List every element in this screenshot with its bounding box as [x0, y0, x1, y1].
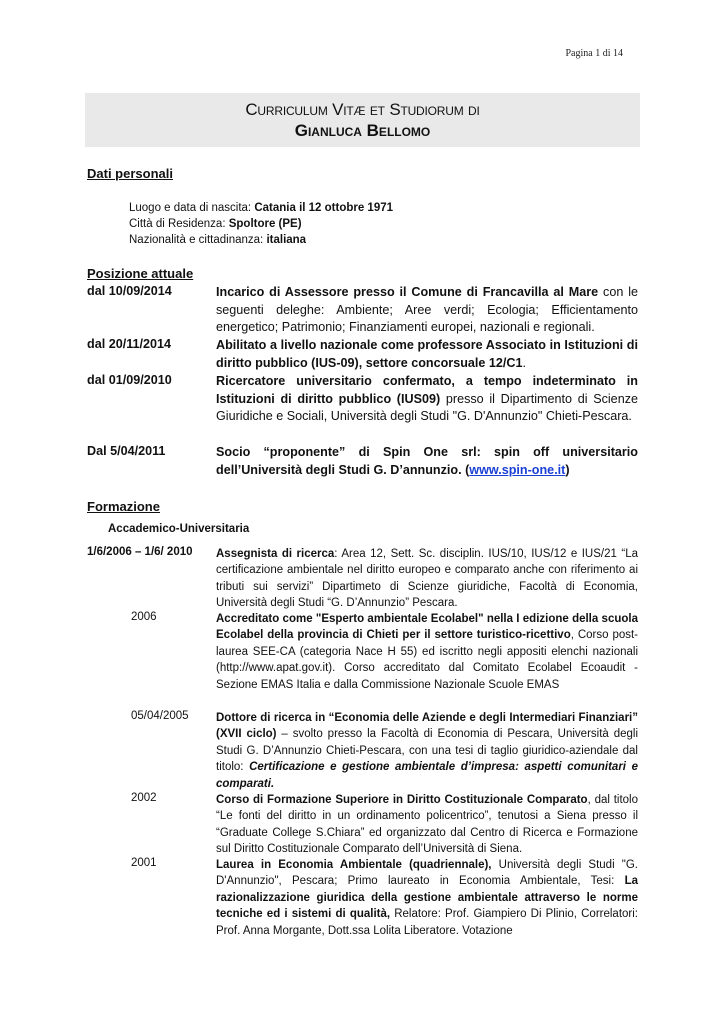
text-segment: Certificazione e gestione ambientale d’impresa: aspetti comunitari e comparati.: [216, 761, 638, 790]
text-segment: : Area 12, Sett. Sc. disciplin. IUS/10, IUS/12 e IUS/21 “La certificazione ambientale nel diritto europeo e comparato anche con riferimento ai tributi sui servizi” Dipartimeto di Scienze giuridiche, Facoltà di Economia, Università degli Studi “G. D’Annunzio” Pescara.: [216, 548, 638, 610]
education-entry: [87, 710, 638, 792]
text-segment: – svolto presso la Facoltà di Economia di Pescara, Università degli Studi G. D’Annunzio Chieti-Pescara, con una tesi di taglio giuridico-aziendale dal titolo:: [216, 728, 639, 774]
education-entry: [87, 857, 638, 939]
entry-description: [216, 337, 638, 372]
text-segment: Laurea in Economia Ambientale (quadriennale),: [216, 859, 492, 871]
text-segment: .: [522, 355, 527, 370]
title-box: [85, 93, 640, 147]
text-segment: Ricercatore universitario confermato, a tempo indeterminato in Istituzioni di diritto pubblico (IUS09): [216, 374, 638, 406]
text-segment: con le seguenti deleghe: Ambiente; Aree verdi; Ecologia; Efficientamento energetico; Patrimonio; Finanziamenti europei, nazionali e regionali.: [216, 285, 639, 335]
education-heading: Formazione: [87, 499, 160, 514]
text-segment: La razionalizzazione giuridica della gestione ambientale attraverso le norme tecniche ed i sistemi di qualità,: [216, 875, 638, 921]
personal-item: [129, 216, 393, 232]
author-name: Gianluca Bellomo: [294, 121, 431, 140]
entry-description: [216, 792, 638, 858]
field-label: Luogo e data di nascita:: [129, 202, 255, 214]
text-segment: Corso di Formazione Superiore in Diritto Costituzionale Comparato: [216, 794, 588, 806]
text-segment: Abilitato a livello nazionale come professore Associato in Istituzioni di diritto pubblico (IUS-09), settore concorsuale 12/C1: [216, 338, 638, 370]
document-title: Curriculum Vitæ et Studiorum di: [245, 100, 480, 119]
field-label: Nazionalità e cittadinanza:: [129, 234, 267, 247]
personal-data-list: [129, 200, 393, 249]
entry-date: 2002: [131, 792, 157, 804]
field-label: Città di Residenza:: [129, 218, 229, 231]
entry-date: 1/6/2006 – 1/6/ 2010: [87, 546, 193, 558]
education-entry: [87, 546, 638, 612]
entry-date: Dal 5/04/2011: [87, 444, 166, 458]
field-value: italiana: [266, 234, 307, 247]
entry-description: [216, 444, 638, 479]
position-entry: [87, 373, 638, 426]
field-value: Spoltore (PE): [228, 218, 302, 231]
entry-date: 05/04/2005: [131, 710, 189, 722]
entry-description: [216, 611, 638, 693]
education-subheading: Accademico-Universitaria: [108, 523, 250, 535]
personal-item: [129, 200, 393, 216]
website-link[interactable]: www.spin-one.it: [469, 462, 566, 477]
education-entry: [87, 611, 638, 693]
personal-item: [129, 232, 393, 248]
text-segment: presso il Dipartimento di Scienze Giuridiche e Sociali, Università degli Studi "G. D'Annunzio" Chieti-Pescara.: [216, 391, 638, 424]
entry-date: dal 10/09/2014: [87, 284, 172, 298]
position-entry: [87, 444, 638, 479]
entry-date: dal 01/09/2010: [87, 373, 172, 387]
text-segment: Incarico di Assessore presso il Comune di Francavilla al Mare: [216, 285, 599, 299]
entry-description: [216, 710, 638, 792]
text-segment: Socio “proponente” di Spin One srl: spin off universitario dell’Università degli Studi G. D’annunzio. (: [216, 445, 638, 477]
position-entry: [87, 337, 638, 372]
entry-description: [216, 284, 638, 337]
entry-date: 2006: [131, 611, 157, 623]
position-entry: [87, 284, 638, 337]
text-segment: Dottore di ricerca in “Economia delle Aziende e degli Intermediari Finanziari” (XVII ciclo): [216, 712, 638, 741]
personal-data-heading: Dati personali: [87, 166, 173, 181]
text-segment: Accreditato come "Esperto ambientale Ecolabel" nella I edizione della scuola Ecolabel della provincia di Chieti per il settore turistico-ricettivo: [216, 613, 638, 642]
entry-date: dal 20/11/2014: [87, 337, 172, 351]
entry-description: [216, 857, 638, 939]
text-segment: Assegnista di ricerca: [216, 548, 335, 560]
text-segment: ): [565, 462, 570, 477]
current-position-heading: Posizione attuale: [87, 266, 194, 281]
education-entry: [87, 792, 638, 858]
text-segment: , Corso post-laurea SEE-CA (categoria Nace H 55) ed iscritto negli appositi elenchi nazionali (http://www.apat.gov.it). Corso accreditato dal Comitato Ecolabel Ecoaudit - Sezione EMAS Italia e dalla Commissione Nazionale Scuole EMAS: [216, 629, 639, 691]
entry-description: [216, 373, 638, 426]
page-number: Pagina 1 di 14: [565, 48, 623, 59]
text-segment: Università degli Studi "G. D'Annunzio", Pescara; Primo laureato in Economia Ambientale, Tesi:: [216, 859, 639, 888]
text-segment: , dal titolo “Le fonti del diritto in un ordinamento policentrico”, tenutosi a Siena presso il “Graduate College S.Chiara” ed organizzato dal Centro di Ricerca e Formazione sul Diritto Costituzionale Comparato dell’Università di Siena.: [216, 794, 638, 856]
text-segment: Relatore: Prof. Giampiero Di Plinio, Correlatori: Prof. Anna Morgante, Dott.ssa Lolita Liberatore. Votazione: [216, 908, 638, 937]
entry-description: [216, 546, 638, 612]
field-value: Catania il 12 ottobre 1971: [254, 202, 394, 214]
entry-date: 2001: [131, 857, 157, 869]
